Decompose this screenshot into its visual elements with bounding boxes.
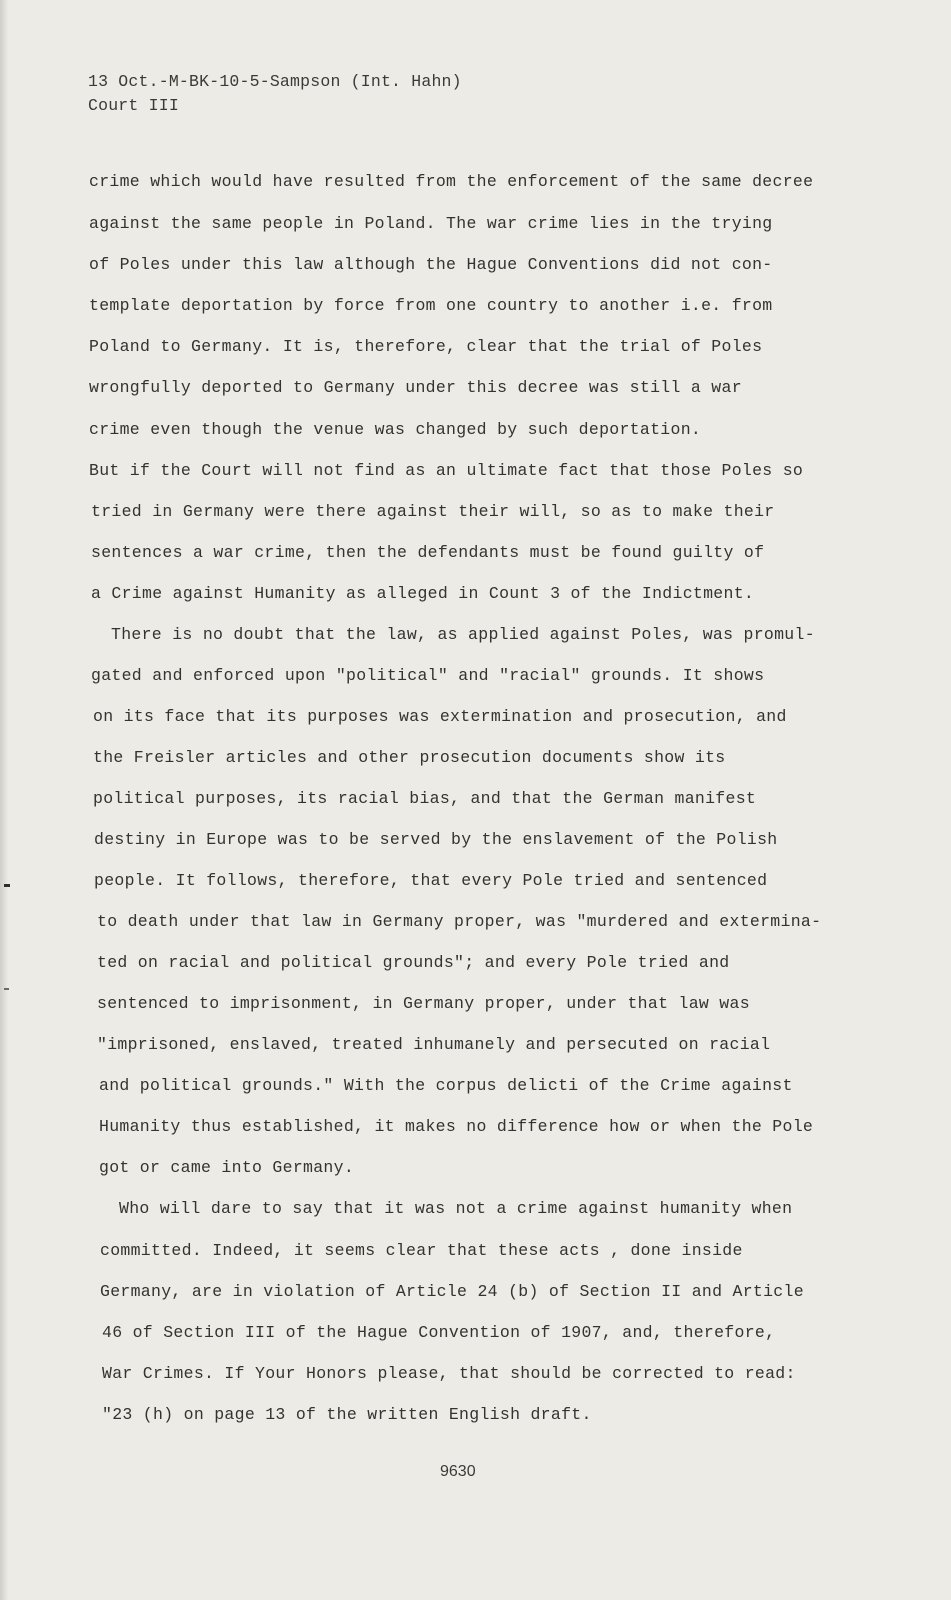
- body-line-20: ted on racial and political grounds"; and every Pole tried and: [97, 953, 730, 972]
- body-line-14: on its face that its purposes was extermination and prosecution, and: [93, 707, 787, 726]
- body-line-18: people. It follows, therefore, that every Pole tried and sentenced: [94, 871, 768, 890]
- body-line-28: Germany, are in violation of Article 24 (b) of Section II and Article: [100, 1282, 804, 1301]
- header-session-line: 13 Oct.-M-BK-10-5-Sampson (Int. Hahn): [88, 72, 462, 91]
- body-line-8: But if the Court will not find as an ultimate fact that those Poles so: [89, 461, 804, 480]
- body-line-10: sentences a war crime, then the defendants must be found guilty of: [91, 543, 765, 562]
- body-line-24: Humanity thus established, it makes no difference how or when the Pole: [99, 1117, 814, 1136]
- page-edge-shadow: [0, 0, 8, 1600]
- body-line-3: of Poles under this law although the Hague Conventions did not con-: [89, 255, 773, 274]
- body-line-30: War Crimes. If Your Honors please, that should be corrected to read:: [102, 1364, 796, 1383]
- body-line-9: tried in Germany were there against their will, so as to make their: [91, 502, 775, 521]
- body-line-5: Poland to Germany. It is, therefore, clear that the trial of Poles: [89, 337, 763, 356]
- body-line-31: "23 (h) on page 13 of the written English draft.: [102, 1405, 592, 1424]
- page-number: 9630: [440, 1463, 476, 1480]
- header-court-line: Court III: [88, 96, 179, 115]
- body-line-23: and political grounds." With the corpus delicti of the Crime against: [99, 1076, 793, 1095]
- body-line-25: got or came into Germany.: [99, 1158, 355, 1177]
- body-line-21: sentenced to imprisonment, in Germany proper, under that law was: [97, 994, 750, 1013]
- body-line-11: a Crime against Humanity as alleged in Count 3 of the Indictment.: [91, 584, 755, 603]
- body-line-29: 46 of Section III of the Hague Convention of 1907, and, therefore,: [102, 1323, 776, 1342]
- body-line-2: against the same people in Poland. The war crime lies in the trying: [89, 214, 773, 233]
- body-line-22: "imprisoned, enslaved, treated inhumanely and persecuted on racial: [97, 1035, 771, 1054]
- body-line-13: gated and enforced upon "political" and "racial" grounds. It shows: [91, 666, 765, 685]
- body-line-15: the Freisler articles and other prosecution documents show its: [93, 748, 726, 767]
- body-line-4: template deportation by force from one country to another i.e. from: [89, 296, 773, 315]
- body-line-27: committed. Indeed, it seems clear that these acts , done inside: [100, 1241, 743, 1260]
- transcript-header: [88, 70, 462, 118]
- margin-mark: [4, 884, 10, 887]
- body-line-16: political purposes, its racial bias, and that the German manifest: [93, 789, 757, 808]
- body-line-1: crime which would have resulted from the enforcement of the same decree: [89, 172, 814, 191]
- margin-mark: [4, 988, 9, 990]
- body-line-19: to death under that law in Germany proper, was "murdered and extermina-: [97, 912, 822, 931]
- body-line-26: Who will dare to say that it was not a crime against humanity when: [119, 1199, 793, 1218]
- body-line-17: destiny in Europe was to be served by the enslavement of the Polish: [94, 830, 778, 849]
- body-line-6: wrongfully deported to Germany under this decree was still a war: [89, 378, 742, 397]
- body-line-7: crime even though the venue was changed by such deportation.: [89, 420, 702, 439]
- body-line-12: There is no doubt that the law, as applied against Poles, was promul-: [111, 625, 815, 644]
